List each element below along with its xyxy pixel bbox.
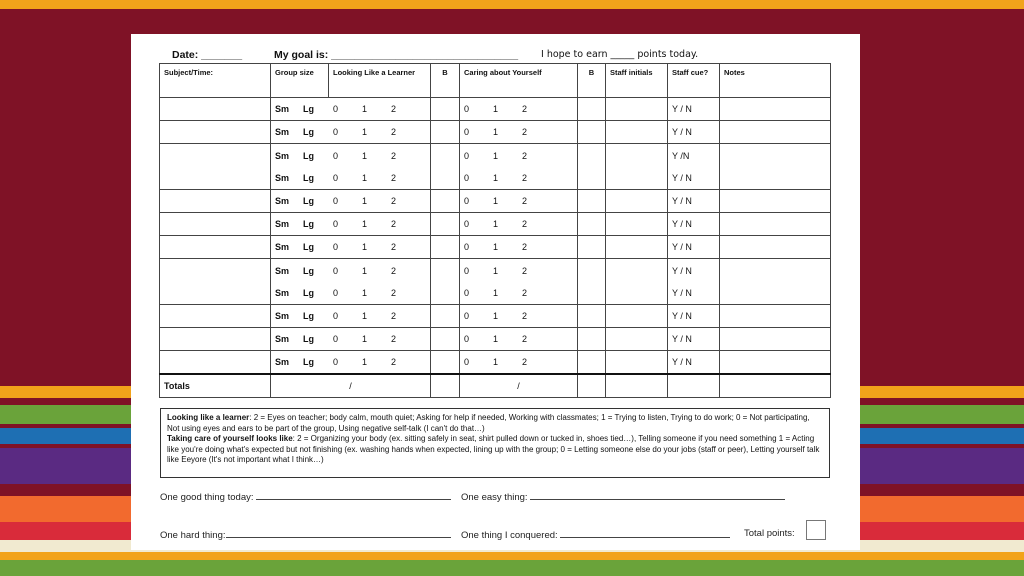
- score-1[interactable]: 1: [493, 172, 499, 183]
- staff-cue-value[interactable]: Y / N: [672, 219, 692, 229]
- staff-cue-cell: [668, 190, 720, 213]
- goal-label: My goal is: ________________________________: [274, 49, 519, 61]
- table-row: [160, 236, 831, 259]
- staff-cue-cell: [668, 144, 720, 190]
- table-row: [160, 213, 831, 236]
- hope-label: I hope to earn _____ points today.: [541, 49, 699, 60]
- score-0[interactable]: 0: [333, 265, 339, 276]
- table-row: [160, 144, 831, 190]
- group-looking-cell: [271, 351, 431, 375]
- score-2[interactable]: 2: [391, 196, 397, 206]
- caring-cell: [460, 190, 578, 213]
- staff-cue-value[interactable]: Y / N: [672, 172, 692, 183]
- score-0[interactable]: 0: [333, 311, 339, 321]
- staff-initials-cell[interactable]: [606, 236, 668, 259]
- score-2[interactable]: 2: [391, 127, 397, 137]
- b1-cell[interactable]: [431, 213, 460, 236]
- score-0[interactable]: 0: [464, 150, 470, 161]
- size-small[interactable]: Sm: [275, 311, 290, 321]
- score-1[interactable]: 1: [493, 265, 499, 276]
- group-looking-cell: [271, 305, 431, 328]
- score-0[interactable]: 0: [464, 334, 470, 344]
- staff-initials-cell[interactable]: [606, 190, 668, 213]
- score-0[interactable]: 0: [333, 150, 339, 161]
- staff-cue-cell: [668, 259, 720, 305]
- b2-cell[interactable]: [578, 305, 606, 328]
- totals-caring[interactable]: /: [460, 374, 578, 398]
- notes-cell[interactable]: [720, 259, 831, 305]
- size-small[interactable]: Sm: [275, 242, 290, 252]
- totals-looking[interactable]: /: [271, 374, 431, 398]
- size-small[interactable]: Sm: [275, 287, 290, 298]
- size-large[interactable]: Lg: [303, 265, 314, 276]
- notes-cell[interactable]: [720, 190, 831, 213]
- group-looking-cell: [271, 213, 431, 236]
- score-0[interactable]: 0: [333, 172, 339, 183]
- score-2[interactable]: 2: [391, 334, 397, 344]
- score-1[interactable]: 1: [493, 150, 499, 161]
- group-looking-cell: [271, 144, 431, 190]
- subject-cell[interactable]: [160, 259, 271, 305]
- table-row: [160, 328, 831, 351]
- staff-initials-cell[interactable]: [606, 144, 668, 190]
- col-group-size: Group size: [271, 64, 329, 98]
- notes-cell[interactable]: [720, 98, 831, 121]
- group-looking-cell: [271, 121, 431, 144]
- score-1[interactable]: 1: [362, 357, 368, 367]
- score-2[interactable]: 2: [391, 311, 397, 321]
- b1-cell[interactable]: [431, 190, 460, 213]
- b2-cell[interactable]: [578, 351, 606, 375]
- totals-row: [160, 374, 831, 398]
- staff-cue-value[interactable]: Y / N: [672, 104, 692, 114]
- col-staff-initials: Staff initials: [606, 64, 668, 98]
- notes-cell[interactable]: [720, 121, 831, 144]
- staff-initials-cell[interactable]: [606, 305, 668, 328]
- total-points-label: Total points:: [744, 528, 795, 539]
- score-2[interactable]: 2: [391, 242, 397, 252]
- score-2[interactable]: 2: [391, 357, 397, 367]
- score-2[interactable]: 2: [522, 127, 528, 137]
- caring-cell: [460, 121, 578, 144]
- subject-cell[interactable]: [160, 213, 271, 236]
- subject-cell[interactable]: [160, 351, 271, 375]
- size-small[interactable]: Sm: [275, 357, 290, 367]
- score-2[interactable]: 2: [391, 104, 397, 114]
- score-0[interactable]: 0: [464, 196, 470, 206]
- score-1[interactable]: 1: [493, 311, 499, 321]
- score-1[interactable]: 1: [362, 265, 368, 276]
- score-0[interactable]: 0: [464, 287, 470, 298]
- staff-cue-cell: [668, 213, 720, 236]
- b1-cell[interactable]: [431, 328, 460, 351]
- notes-cell[interactable]: [720, 328, 831, 351]
- b2-cell[interactable]: [578, 121, 606, 144]
- score-2[interactable]: 2: [522, 334, 528, 344]
- b2-cell[interactable]: [578, 144, 606, 190]
- score-1[interactable]: 1: [362, 127, 368, 137]
- staff-cue-value[interactable]: Y / N: [672, 196, 692, 206]
- score-2[interactable]: 2: [522, 287, 528, 298]
- col-b1: B: [431, 64, 460, 98]
- notes-cell[interactable]: [720, 213, 831, 236]
- size-large[interactable]: Lg: [303, 172, 314, 183]
- score-2[interactable]: 2: [522, 172, 528, 183]
- group-looking-cell: [271, 236, 431, 259]
- staff-cue-value[interactable]: Y / N: [672, 127, 692, 137]
- score-2[interactable]: 2: [522, 265, 528, 276]
- size-small[interactable]: Sm: [275, 127, 290, 137]
- size-small[interactable]: Sm: [275, 196, 290, 206]
- table-header: [160, 64, 831, 98]
- score-1[interactable]: 1: [493, 104, 499, 114]
- score-0[interactable]: 0: [333, 334, 339, 344]
- subject-cell[interactable]: [160, 328, 271, 351]
- score-0[interactable]: 0: [464, 172, 470, 183]
- staff-cue-value[interactable]: Y / N: [672, 311, 692, 321]
- staff-cue-value[interactable]: Y / N: [672, 242, 692, 252]
- subject-cell[interactable]: [160, 190, 271, 213]
- top-orange-stripe: [0, 0, 1024, 9]
- score-2[interactable]: 2: [391, 265, 397, 276]
- date-label: Date: _______: [172, 49, 243, 61]
- notes-cell[interactable]: [720, 144, 831, 190]
- size-small[interactable]: Sm: [275, 265, 290, 276]
- stripe-green2: [0, 560, 1024, 576]
- score-0[interactable]: 0: [333, 219, 339, 229]
- b2-cell[interactable]: [578, 190, 606, 213]
- staff-initials-cell[interactable]: [606, 351, 668, 375]
- table-row: [160, 98, 831, 121]
- staff-cue-value[interactable]: Y / N: [672, 287, 692, 298]
- table-row: [160, 259, 831, 305]
- staff-cue-value[interactable]: Y / N: [672, 265, 692, 276]
- score-0[interactable]: 0: [333, 127, 339, 137]
- caring-cell: [460, 328, 578, 351]
- score-2[interactable]: 2: [522, 311, 528, 321]
- staff-cue-value[interactable]: Y / N: [672, 357, 692, 367]
- size-small[interactable]: Sm: [275, 150, 290, 161]
- b2-cell[interactable]: [578, 328, 606, 351]
- score-0[interactable]: 0: [333, 287, 339, 298]
- b1-cell[interactable]: [431, 351, 460, 375]
- caring-cell: [460, 98, 578, 121]
- score-2[interactable]: 2: [391, 150, 397, 161]
- score-1[interactable]: 1: [362, 150, 368, 161]
- size-large[interactable]: Lg: [303, 311, 314, 321]
- staff-cue-cell: [668, 351, 720, 375]
- b2-cell[interactable]: [578, 259, 606, 305]
- score-1[interactable]: 1: [362, 172, 368, 183]
- score-0[interactable]: 0: [464, 127, 470, 137]
- size-small[interactable]: Sm: [275, 334, 290, 344]
- subject-cell[interactable]: [160, 98, 271, 121]
- score-1[interactable]: 1: [362, 334, 368, 344]
- score-1[interactable]: 1: [493, 219, 499, 229]
- b2-cell[interactable]: [578, 213, 606, 236]
- notes-cell[interactable]: [720, 236, 831, 259]
- staff-initials-cell[interactable]: [606, 259, 668, 305]
- subject-cell[interactable]: [160, 144, 271, 190]
- score-0[interactable]: 0: [464, 311, 470, 321]
- size-large[interactable]: Lg: [303, 219, 314, 229]
- group-looking-cell: [271, 259, 431, 305]
- notes-cell[interactable]: [720, 351, 831, 375]
- score-0[interactable]: 0: [464, 219, 470, 229]
- b2-cell[interactable]: [578, 98, 606, 121]
- score-1[interactable]: 1: [493, 357, 499, 367]
- subject-cell[interactable]: [160, 236, 271, 259]
- score-0[interactable]: 0: [464, 265, 470, 276]
- score-0[interactable]: 0: [464, 104, 470, 114]
- score-2[interactable]: 2: [391, 172, 397, 183]
- conquered-field[interactable]: One thing I conquered:: [461, 528, 730, 541]
- col-looking-like-learner: Looking Like a Learner: [329, 64, 431, 98]
- b1-cell[interactable]: [431, 259, 460, 305]
- score-2[interactable]: 2: [522, 357, 528, 367]
- col-b2: B: [578, 64, 606, 98]
- easy-thing-field[interactable]: One easy thing:: [461, 490, 785, 503]
- score-0[interactable]: 0: [464, 242, 470, 252]
- size-small[interactable]: Sm: [275, 104, 290, 114]
- col-notes: Notes: [720, 64, 831, 98]
- staff-initials-cell[interactable]: [606, 121, 668, 144]
- size-large[interactable]: Lg: [303, 150, 314, 161]
- notes-cell[interactable]: [720, 305, 831, 328]
- score-2[interactable]: 2: [522, 150, 528, 161]
- col-caring-about-yourself: Caring about Yourself: [460, 64, 578, 98]
- size-small[interactable]: Sm: [275, 172, 290, 183]
- staff-cue-cell: [668, 98, 720, 121]
- score-0[interactable]: 0: [333, 242, 339, 252]
- staff-initials-cell[interactable]: [606, 328, 668, 351]
- score-1[interactable]: 1: [493, 127, 499, 137]
- col-staff-cue: Staff cue?: [668, 64, 720, 98]
- score-1[interactable]: 1: [362, 104, 368, 114]
- totals-label: Totals: [160, 374, 271, 398]
- size-large[interactable]: Lg: [303, 242, 314, 252]
- caring-cell: [460, 305, 578, 328]
- total-points-box[interactable]: [806, 520, 826, 540]
- staff-cue-cell: [668, 305, 720, 328]
- staff-cue-cell: [668, 328, 720, 351]
- size-large[interactable]: Lg: [303, 334, 314, 344]
- size-large[interactable]: Lg: [303, 196, 314, 206]
- score-2[interactable]: 2: [522, 242, 528, 252]
- group-looking-cell: [271, 190, 431, 213]
- legend-caring: Taking care of yourself looks like: 2 = Organizing your body (ex. sitting safely in seat, shirt pulled down or tucked in, shoes tied…), Telling someone if you need something 1 = Acting like you're doing what's expected but not finishing (ex. washing hands when expected, lining up with the group; 0 = Letting someone else do your jobs (staff or peer), Letting yourself talk like Eeyore (It's not important what I think…): [167, 434, 820, 464]
- caring-cell: [460, 351, 578, 375]
- size-large[interactable]: Lg: [303, 104, 314, 114]
- scoring-legend: [160, 408, 830, 478]
- staff-cue-value[interactable]: Y / N: [672, 334, 692, 344]
- score-1[interactable]: 1: [493, 287, 499, 298]
- score-1[interactable]: 1: [362, 287, 368, 298]
- caring-cell: [460, 213, 578, 236]
- score-1[interactable]: 1: [493, 242, 499, 252]
- score-1[interactable]: 1: [362, 219, 368, 229]
- b1-cell[interactable]: [431, 144, 460, 190]
- score-0[interactable]: 0: [333, 196, 339, 206]
- worksheet: [131, 34, 860, 550]
- subject-cell[interactable]: [160, 121, 271, 144]
- good-thing-field[interactable]: One good thing today:: [160, 490, 451, 503]
- size-large[interactable]: Lg: [303, 287, 314, 298]
- staff-initials-cell[interactable]: [606, 98, 668, 121]
- staff-cue-cell: [668, 236, 720, 259]
- score-2[interactable]: 2: [522, 219, 528, 229]
- table-row: [160, 190, 831, 213]
- subject-cell[interactable]: [160, 305, 271, 328]
- stripe-orange3: [0, 552, 1024, 560]
- b1-cell[interactable]: [431, 305, 460, 328]
- staff-initials-cell[interactable]: [606, 213, 668, 236]
- b1-cell[interactable]: [431, 121, 460, 144]
- caring-cell: [460, 236, 578, 259]
- score-2[interactable]: 2: [391, 219, 397, 229]
- group-looking-cell: [271, 98, 431, 121]
- caring-cell: [460, 259, 578, 305]
- caring-cell: [460, 144, 578, 190]
- col-subject: Subject/Time:: [160, 64, 271, 98]
- score-2[interactable]: 2: [391, 287, 397, 298]
- score-0[interactable]: 0: [333, 104, 339, 114]
- score-0[interactable]: 0: [464, 357, 470, 367]
- score-2[interactable]: 2: [522, 104, 528, 114]
- table-row: [160, 305, 831, 328]
- score-1[interactable]: 1: [362, 242, 368, 252]
- size-large[interactable]: Lg: [303, 357, 314, 367]
- hard-thing-field[interactable]: One hard thing:: [160, 528, 451, 541]
- staff-cue-cell: [668, 121, 720, 144]
- size-small[interactable]: Sm: [275, 219, 290, 229]
- size-large[interactable]: Lg: [303, 127, 314, 137]
- score-1[interactable]: 1: [493, 334, 499, 344]
- score-1[interactable]: 1: [362, 196, 368, 206]
- b1-cell[interactable]: [431, 236, 460, 259]
- score-0[interactable]: 0: [333, 357, 339, 367]
- score-1[interactable]: 1: [362, 311, 368, 321]
- score-1[interactable]: 1: [493, 196, 499, 206]
- staff-cue-value[interactable]: Y /N: [672, 150, 690, 161]
- tracking-table: [159, 63, 831, 398]
- score-2[interactable]: 2: [522, 196, 528, 206]
- legend-looking: Looking like a learner: 2 = Eyes on teacher; body calm, mouth quiet; Asking for help if needed, Working with classmates; 1 = Trying to listen, Trying to do work; 0 = Not participating, Not using eyes and ears to be part of the group, Using negative self-talk (I can't do that…): [167, 413, 810, 433]
- b2-cell[interactable]: [578, 236, 606, 259]
- table-row: [160, 121, 831, 144]
- group-looking-cell: [271, 328, 431, 351]
- table-row: [160, 351, 831, 375]
- b1-cell[interactable]: [431, 98, 460, 121]
